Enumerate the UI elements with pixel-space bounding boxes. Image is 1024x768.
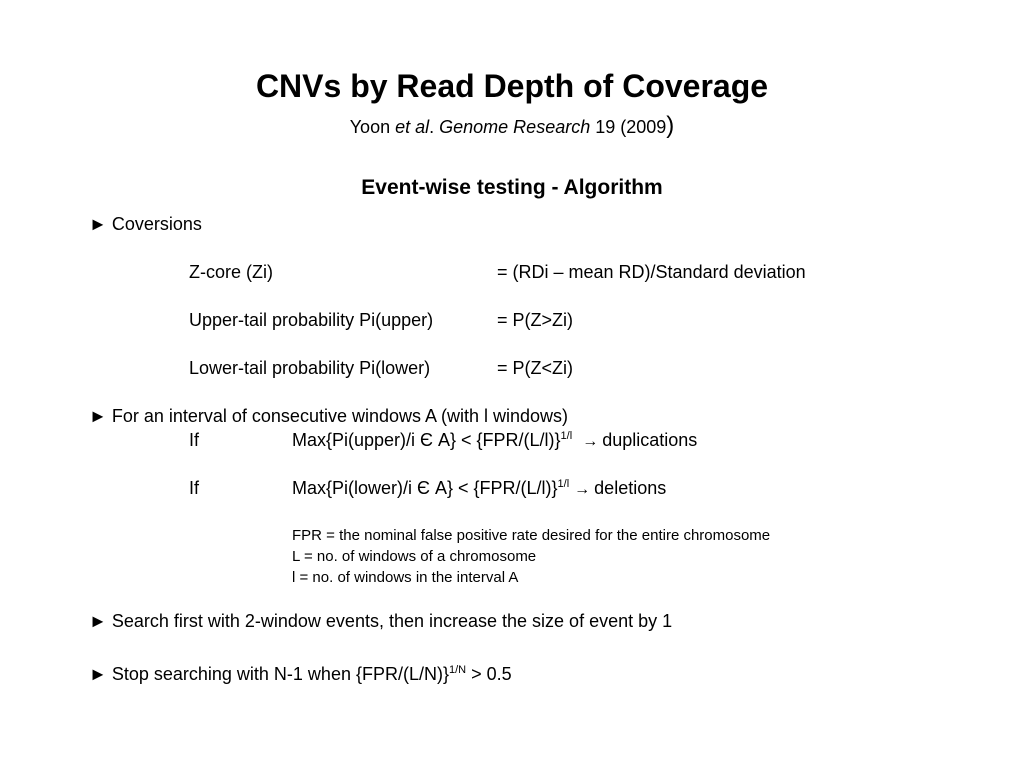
bullet-stop	[89, 665, 512, 683]
note-fpr: FPR = the nominal false positive rate desired for the entire chromosome	[292, 527, 771, 544]
citation-year: 19 (2009	[590, 117, 667, 137]
citation-journal: Genome Research	[439, 117, 591, 137]
right-arrow-icon: →	[574, 481, 591, 498]
condition-keyword-deletion: If	[189, 478, 200, 498]
note-interval-windows: l = no. of windows in the interval A	[292, 569, 519, 586]
stop-text: Stop searching with N-1 when {FPR/(L/N)}	[111, 664, 449, 684]
conversion-label-zscore: Z-core (Zi)	[189, 262, 273, 282]
stop-exponent: 1/N	[449, 664, 467, 676]
note-chromosome-windows: L = no. of windows of a chromosome	[292, 548, 537, 565]
citation-dot: .	[429, 117, 440, 137]
right-arrow-icon: →	[582, 433, 599, 450]
conversion-label-upper: Upper-tail probability Pi(upper)	[189, 310, 434, 330]
bullet-marker-icon: ►	[89, 214, 107, 234]
bullet-marker-icon: ►	[89, 611, 107, 631]
bullet-search	[89, 612, 672, 630]
interval-heading: For an interval of consecutive windows A (with l windows)	[111, 406, 569, 426]
bullet-marker-icon: ►	[89, 664, 107, 684]
condition-expr: Max{Pi(upper)/i Є A} < {FPR/(L/l)}	[292, 430, 561, 450]
stop-suffix: > 0.5	[466, 664, 512, 684]
condition-exponent: 1/l	[560, 430, 573, 442]
condition-result: duplications	[602, 430, 698, 450]
conversions-heading: Coversions	[111, 214, 202, 234]
bullet-conversions	[89, 215, 202, 233]
condition-duplication	[292, 431, 697, 450]
condition-expr: Max{Pi(lower)/i Є A} < {FPR/(L/l)}	[292, 478, 558, 498]
citation-author: Yoon	[349, 117, 396, 137]
condition-deletion	[292, 479, 666, 498]
conversion-label-lower: Lower-tail probability Pi(lower)	[189, 358, 431, 378]
citation	[0, 114, 1024, 138]
bullet-interval	[89, 407, 568, 425]
slide-subtitle: Event-wise testing - Algorithm	[361, 176, 663, 199]
conversion-formula-lower: = P(Z<Zi)	[497, 358, 574, 378]
condition-result: deletions	[594, 478, 667, 498]
conversion-formula-upper: = P(Z>Zi)	[497, 310, 574, 330]
bullet-marker-icon: ►	[89, 406, 107, 426]
citation-etal: et al	[395, 117, 430, 137]
slide-title: CNVs by Read Depth of Coverage	[255, 68, 769, 104]
condition-exponent: 1/l	[557, 478, 570, 490]
conversion-formula-zscore: = (RDi – mean RD)/Standard deviation	[497, 262, 806, 282]
search-text: Search first with 2-window events, then increase the size of event by 1	[111, 611, 673, 631]
citation-close-paren: )	[666, 112, 675, 139]
condition-keyword-duplication: If	[189, 430, 200, 450]
